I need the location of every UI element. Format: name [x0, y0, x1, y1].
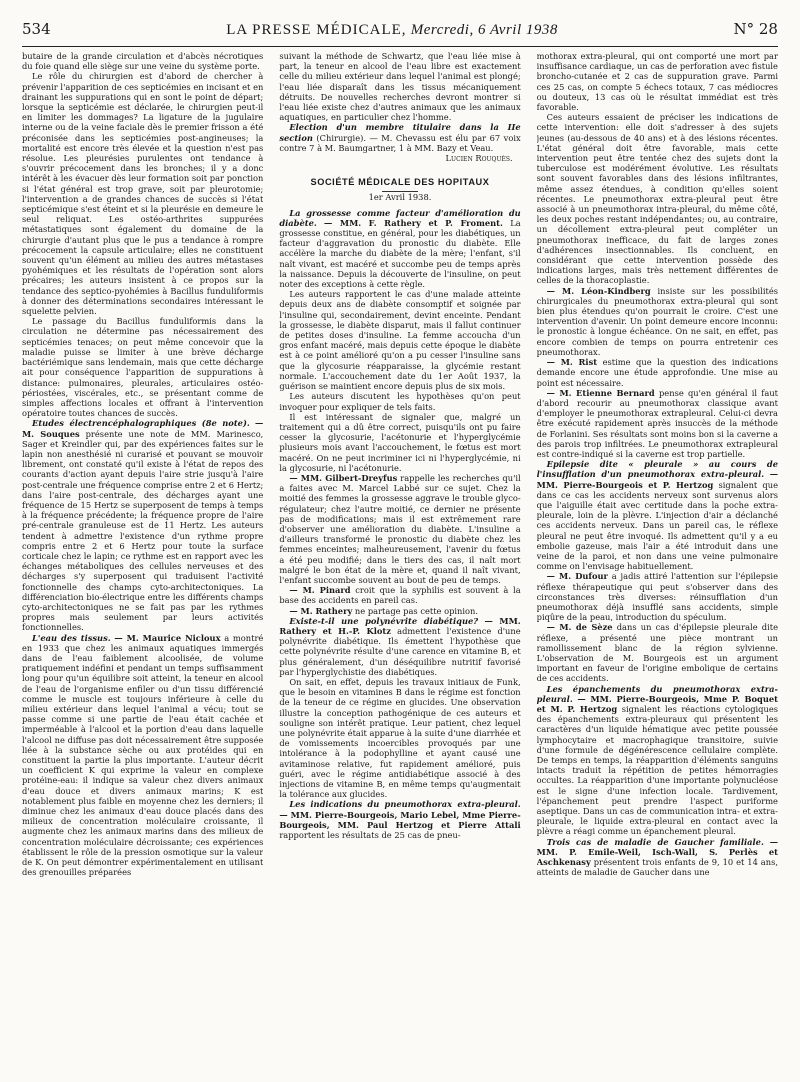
author-names: — M. Léon-Kindberg	[546, 285, 651, 296]
paragraph-subheading: Epilepsie dite « pleurale » au cours de l'insufflation d'un pneumothorax extra-pleural.	[536, 459, 778, 480]
paragraph-text: admettent l'existence d'une polynévrite diabétique. Ils émettent l'hypothèse que cette polynévrite résulte d'une carence en vitamine B, et plus généralement, d'un déséquilibre nutritif favorisé par l'hyperglychistie des diabétiques.	[279, 625, 521, 677]
session-date: 1er Avril 1938.	[368, 192, 432, 203]
paragraph-subheading: Etudes électrencéphalographiques (8e note).	[32, 418, 250, 429]
paragraph-text: mothorax extra-pleural, qui ont comporté une mort par insuffisance cardiaque, un cas de perforation avec fistule broncho-cutanée et 2 cas de suppuration grave. Parmi ces 25 cas, on compte 5 échecs totaux, 7 cas médiocres ou douteux, 13 cas où le résultat immédiat est très favorable.	[536, 51, 778, 113]
author-names: — MM. F. Rathery et P. Froment.	[324, 217, 503, 228]
paragraph-text: dans un cas d'épilepsie pleurale dite réflexe, a présenté une pièce montrant un ramollissement blanc de la région sylvienne. L'observation de M. Bourgeois est un argument important en faveur de l'origine embolique de certains de ces accidents.	[536, 622, 778, 684]
author-names: — MM. Pierre-Bourgeois, Mario Lebel, Mme Pierre-Bourgeois, MM. Paul Hertzog et Pierre Attali	[279, 809, 521, 830]
issue-number: N° 28	[733, 20, 778, 38]
paragraph	[22, 71, 263, 316]
journal-name: LA PRESSE MÉDICALE,	[226, 22, 407, 38]
author-names: — MM. Rathery et H.-P. Klotz	[279, 615, 521, 636]
paragraph-text: a jadis attiré l'attention sur l'épilepsie réflexe thérapeutique qui peut s'observer dans des circonstances très diverses: réinsufflation d'un pneumothorax déjà insufflé sans accidents, simple piqûre de la peau, introduction du spéculum.	[536, 571, 778, 623]
paragraph-text: présente une note de MM. Marinesco, Sager et Kreindler qui, par des expériences faites sur le lapin non anesthésié ni curarisé et pouvant se mouvoir librement, ont constaté qu'il existe à l'état de repos des courants d'action ayant depuis l'aire strie jusqu'à l'aire post-centrale une fréquence comprise entre 2 et 6 Hertz; dans l'aire post-centrale, des décharges ayant une fréquence de 15 Hertz se superposent de temps à temps à la fréquence précédente; la fréquence propre de l'aire pré-centrale granuleuse est de 11 Hertz. Les auteurs tendent à admettre l'existence d'un rythme propre compris entre 2 et 6 Hertz pour toute la surface corticale chez le lapin; ce rythme est en rapport avec les échanges métaboliques des cellules nerveuses et des décharges s'y superposent qui traduisent l'activité fonctionnelle des champs cyto-architectoniques. La différenciation bio-électrique entre les différents champs cyto-architectoniques ne se fait pas par les rythmes propres mais seulement par leurs activités fonctionnelles.	[22, 428, 264, 633]
author-names: — M. Rist	[546, 357, 598, 368]
paragraph-text: On sait, en effet, depuis les travaux initiaux de Funk, que le besoin en vitamines B dans le régime est fonction de la teneur de ce régime en glucides. Une observation illustre la conception pathogénique de ces auteurs et souligne son intérêt pratique. Leur patient, chez lequel une polynévrite était apparue à la suite d'une diarrhée et de vomissements incoercibles provoqués par une intolérance à la podophylline et ayant causé une avitaminose relative, fut rapidement amélioré, puis guéri, avec le régime antidiabétique associé à des injections de vitamine B, en même temps qu'augmentait la tolérance aux glucides.	[279, 676, 521, 800]
author-names: — M. Dufour	[546, 571, 608, 582]
paragraph-text: a montré en 1933 que chez les animaux aquatiques immergés dans de l'eau faiblement alcoolisée, de volume pratiquement indéfini et pendant un temps suffisamment long pour qu'un équilibre soit atteint, la teneur en alcool de l'eau de l'organisme enfiler ou d'un tissu différencié comme le muscle est toujours inférieure à celle du milieu extérieur dans lequel l'animal a vécu; tout se passe comme si une partie de l'eau était cachée et imperméable à l'alcool et la portion d'eau dans laquelle l'alcool ne diffuse pas doit nécessairement être supposée liée à la substance sèche ou aux protéides qui en constituent la partie la plus importante. L'auteur décrit un coefficient K qui exprime la valeur en complexe protéine-eau: il indique sa valeur chez divers animaux d'eau douce et divers animaux marins; K est notablement plus faible en moyenne chez les derniers; il diminue chez les animaux d'eau douce placés dans des milieux de concentration moléculaire croissante, il augmente chez les animaux marins dans des milieux de concentration moléculaire décroissante; ces expériences établissent le rôle de la pression osmotique sur la valeur de K. On peut démontrer expérimentalement en utilisant des grenouilles préparées	[22, 632, 264, 878]
paragraph-subheading: Les épanchements du pneumothorax extra-pleural.	[536, 683, 778, 704]
paragraph	[279, 799, 520, 840]
paragraph-text: Ces auteurs essaient de préciser les indications de cette intervention: elle doit s'adresser à des sujets jeunes (au-dessous de 40 ans) et à des lésions récentes. L'état général doit être favorable, mais cette intervention peut être tentée chez des sujets dont la tuberculose est modérément évolutive. Les résultats sont souvent favorables dans des lésions infiltrantes, même assez étendues, à condition qu'elles soient récentes. Le pneumothorax extra-pleural peut être associé à un pneumothorax intra-pleural, du même côté, les deux poches restant indépendantes; ou, au contraire, un décollement extra-pleural peut compléter un pneumothorax inefficace, du fait de larges zones d'adhérences insectionnables. Ils concluent, en considérant que cette intervention possède des indications larges, mais très nettement différentes de celles de la thoracoplastie.	[536, 112, 778, 286]
paragraph	[22, 633, 263, 878]
paragraph	[537, 388, 778, 459]
running-title	[226, 22, 558, 39]
paragraph	[22, 51, 263, 71]
author-names: — M. Maurice Nicloux	[114, 632, 221, 643]
author-names: — M. Rathery	[289, 605, 353, 616]
text-columns	[22, 51, 778, 1069]
paragraph	[279, 391, 520, 411]
paragraph-text: butaire de la grande circulation et d'abcès nécrotiques du foie quand elle siège sur une veine du système porte.	[22, 51, 264, 72]
paragraph	[537, 571, 778, 622]
paragraph-text: ne partage pas cette opinion.	[354, 605, 479, 616]
page-number: 534	[22, 20, 51, 38]
paragraph-text: insiste sur les possibilités chirurgicales du pneumothorax extra-pleural qui sont bien plus étendues qu'on pourrait le croire. C'est une intervention d'avenir. Un point demeure encore inconnu: le pronostic à longue échéance. On ne sait, en effet, pas encore combien de temps on pourra entretenir ces pneumothorax.	[536, 285, 778, 357]
column-middle	[279, 51, 520, 1069]
paragraph-text: pense qu'en général il faut d'abord recourir au pneumothorax classique avant d'employer le pneumothorax extrapleural. Celui-ci devra être exécuté rapidement après insuccès de la méthode de Forlanini. Ses résultats sont moins bon si la caverne a des parois trop infiltrées. Le pneumothorax extrapleural est contre-indiqué si la caverne est trop partielle.	[536, 387, 778, 459]
paragraph	[537, 286, 778, 357]
paragraph	[537, 622, 778, 683]
paragraph-text: Il est intéressant de signaler que, malgré un traitement qui a dû être correct, puisqu'ils ont pu faire cesser la glycosurie, l'acétonurie et l'hyperglycémie plusieurs mois avant l'accouchement, le fœtus est mort macéré. On ne peut incriminer ici ni l'hyperglycémie, ni la glycosurie, ni l'acétonurie.	[279, 411, 521, 473]
paragraph	[22, 418, 263, 632]
paragraph	[279, 289, 520, 391]
paragraph	[537, 837, 778, 878]
paragraph-text: Les auteurs discutent les hypothèses qu'on peut invoquer pour expliquer de tels faits.	[279, 391, 521, 412]
section-heading: SOCIÉTÉ MÉDICALE DES HOPITAUX	[310, 177, 490, 188]
paragraph-text: présentent trois enfants de 9, 10 et 14 ans, atteints de maladie de Gaucher dans une	[536, 857, 778, 878]
author-names: — M. Souques	[22, 418, 264, 439]
paragraph-text: estime que la question des indications demande encore une étude approfondie. Une mise au point est nécessaire.	[536, 357, 778, 388]
paragraph	[279, 122, 520, 153]
author-names: — M. Etienne Bernard	[546, 387, 655, 398]
paragraph-text: suivant la méthode de Schwartz, que l'eau liée mise à part, la teneur en alcool de l'eau libre est exactement celle du milieu extérieur dans lequel l'animal est plongé; l'eau liée disparaît dans les tissus mécaniquement détruits. De nouvelles recherches devront montrer si l'eau liée existe chez d'autres animaux que les animaux aquatiques, en particulier chez l'homme.	[279, 51, 521, 123]
author-names: — MM. Pierre-Bourgeois et P. Hertzog	[536, 469, 778, 490]
author-names: — M. de Sèze	[546, 622, 613, 633]
paragraph	[537, 357, 778, 388]
paragraph	[537, 684, 778, 837]
column-right	[537, 51, 778, 1069]
issue-date: Mercredi, 6 Avril 1938	[410, 22, 558, 38]
author-names: — M. Pinard	[289, 585, 351, 596]
author-signature: Lucien Rouquès.	[445, 153, 513, 164]
author-names: — MM. Gilbert-Dreyfus	[289, 472, 398, 483]
paragraph-text: Le passage du Bacillus funduliformis dans la circulation ne détermine pas nécessairement des septicémies tenaces; on peut même concevoir que la maladie puisse se limiter à une brève décharge bactériémique sans lendemain, mais que cette décharge ait pour conséquence l'apparition de suppurations à distance: pulmonaires, pleurales, articulaires ostéo-périostées, viscérales, etc., se présentant comme de simples affections locales et offrant à l'intervention opératoire toutes chances de succès.	[22, 316, 264, 419]
header-rule	[22, 46, 778, 47]
paragraph-subheading: L'eau des tissus.	[32, 632, 111, 643]
column-left	[22, 51, 263, 1069]
paragraph-text: croit que la syphilis est souvent à la base des accidents en pareil cas.	[279, 585, 521, 606]
paragraph	[279, 616, 520, 677]
paragraph-text: Les auteurs rapportent le cas d'une malade atteinte depuis deux ans de diabète consomptif et soignée par l'insuline qui, secondairement, devint enceinte. Pendant la grossesse, le diabète disparut, mais il fallut continuer de petites doses d'insuline. La femme accoucha d'un gros enfant macéré, mais depuis cette époque le diabète est à ce point amélioré qu'on a pu cesser l'insuline sans que la glycosurie réapparaisse, la glycémie restant normale. L'accouchement date du 1er Août 1937, la guérison se maintient encore depuis plus de six mois.	[279, 289, 521, 392]
paragraph-text: signalent les réactions cytologiques des épanchements extra-pleuraux qui présentent les caractères d'un liquide hématique avec petite poussée lymphocytaire et macrophagique transitoire, suivie d'une formule de dégénérescence cellulaire complète. De temps en temps, la réapparition d'éléments sanguins intacts traduit la répétition de petites hémorragies occultes. La réapparition d'une importante polynucléose est le signe d'une infection locale. Tardivement, l'épanchement peut prendre l'aspect puriforme aseptique. Dans un cas de communication intra- et extra-pleurale, le liquide extra-pleural en contact avec la plèvre a réagi comme un épanchement pleural.	[536, 704, 778, 837]
paragraph	[279, 473, 520, 585]
paragraph-subheading: Election d'un membre titulaire dans la IIe section	[279, 122, 521, 143]
author-names: — MM. Pierre-Bourgeois, Mme P. Boquet et M. P. Hertzog	[536, 693, 778, 714]
paragraph-subheading: Existe-t-il une polynévrite diabétique?	[289, 615, 479, 626]
paragraph-text: rapportent les résultats de 25 cas de pneu-	[279, 830, 461, 841]
paragraph-text: (Chirurgie). — M. Chevassu est élu par 67 voix contre 7 à M. Baumgartner, 1 à MM. Bazy et Veau.	[279, 132, 521, 153]
paragraph	[279, 208, 520, 290]
paragraph	[537, 112, 778, 285]
paragraph-subheading: Trois cas de maladie de Gaucher familiale.	[546, 836, 764, 847]
paragraph	[537, 51, 778, 112]
paragraph	[537, 459, 778, 571]
paragraph-text: signalent que dans ce cas les accidents nerveux sont survenus alors que l'aiguille était avec certitude dans la poche extra-pleurale, loin de la plèvre. L'injection d'air a déclanché ces accidents nerveux. Dans un pareil cas, le réflexe pleural ne peut être invoqué. Ils admettent qu'il y a eu embolie gazeuse, mais l'air a été introduit dans une veine de la paroi, et non dans une veine pulmonaire comme on l'envisage habituellement.	[536, 479, 778, 572]
paragraph-subheading: Les indications du pneumothorax extra-pleural.	[289, 799, 521, 810]
page-header	[22, 20, 778, 42]
paragraph-text: rappelle les recherches qu'il a faites avec M. Marcel Labbé sur ce sujet. Chez la moitié des femmes la grossesse aggrave le trouble glyco-régulateur; chez l'autre moitié, ce dernier ne présente pas de modifications; mais il est extrêmement rare d'observer une amélioration du diabète. L'insuline a d'ailleurs transformé le pronostic du diabète chez les femmes enceintes; malheureusement, l'avenir du fœtus a été peu modifié; dans le tiers des cas, il naît mort malgré le bon état de la mère et, quand il naît vivant, l'enfant succombe souvent au bout de peu de temps.	[279, 472, 521, 585]
paragraph	[279, 412, 520, 473]
paragraph-text: La grossesse constitue, en général, pour les diabétiques, un facteur d'aggravation du pronostic du diabète. Elle accélère la marche du diabète de la mère; l'enfant, s'il naît vivant, est macéré et succombe peu de temps après la naissance. Depuis la découverte de l'insuline, on peut noter des exceptions à cette règle.	[279, 217, 521, 290]
paragraph	[22, 316, 263, 418]
paragraph	[279, 585, 520, 605]
paragraph	[279, 51, 520, 122]
author-names: — MM. P. Emile-Weil, Isch-Wall, S. Perlès et Aschkenasy	[536, 836, 778, 868]
paragraph-subheading: La grossesse comme facteur d'amélioration du diabète.	[279, 207, 521, 228]
paragraph	[279, 606, 520, 616]
paragraph	[279, 677, 520, 799]
paragraph-text: Le rôle du chirurgien est d'abord de chercher à prévenir l'apparition de ces septicémies en incisant et en drainant les suppurations qui en sont le point de départ; lorsque la septicémie est déclarée, le chirurgien peut-il en limiter les dommages? La ligature de la jugulaire interne ou de la veine faciale dès le premier frisson a été préconisée dans les septicémies post-angineuses; la mortalité est encore très élevée et la question n'est pas résolue. Les pleurésies purulentes ont tendance à s'ouvrir précocement dans les bronches; il y a donc intérêt à les évacuer dès leur formation soit par ponction si l'état général est trop grave, soit par pleurotomie; l'intervention a de grandes chances de succès si l'état septicémique s'est éteint et si la pleurésie en demeure le seul reliquat. Les ostéo-arthrites suppurées métastatiques sont également du domaine de la chirurgie d'autant plus que le pus a tendance à rompre précocement la capsule articulaire; elles ne constituent souvent qu'un élément au milieu des autres métastases pyohémiques et les résultats de l'opération sont alors précaires; les auteurs insistent à ce propos sur la tendance des septico-pyohémies à Bacillus funduliformis à donner des déterminations secondaires intéressant le squelette pelvien.	[22, 71, 264, 317]
